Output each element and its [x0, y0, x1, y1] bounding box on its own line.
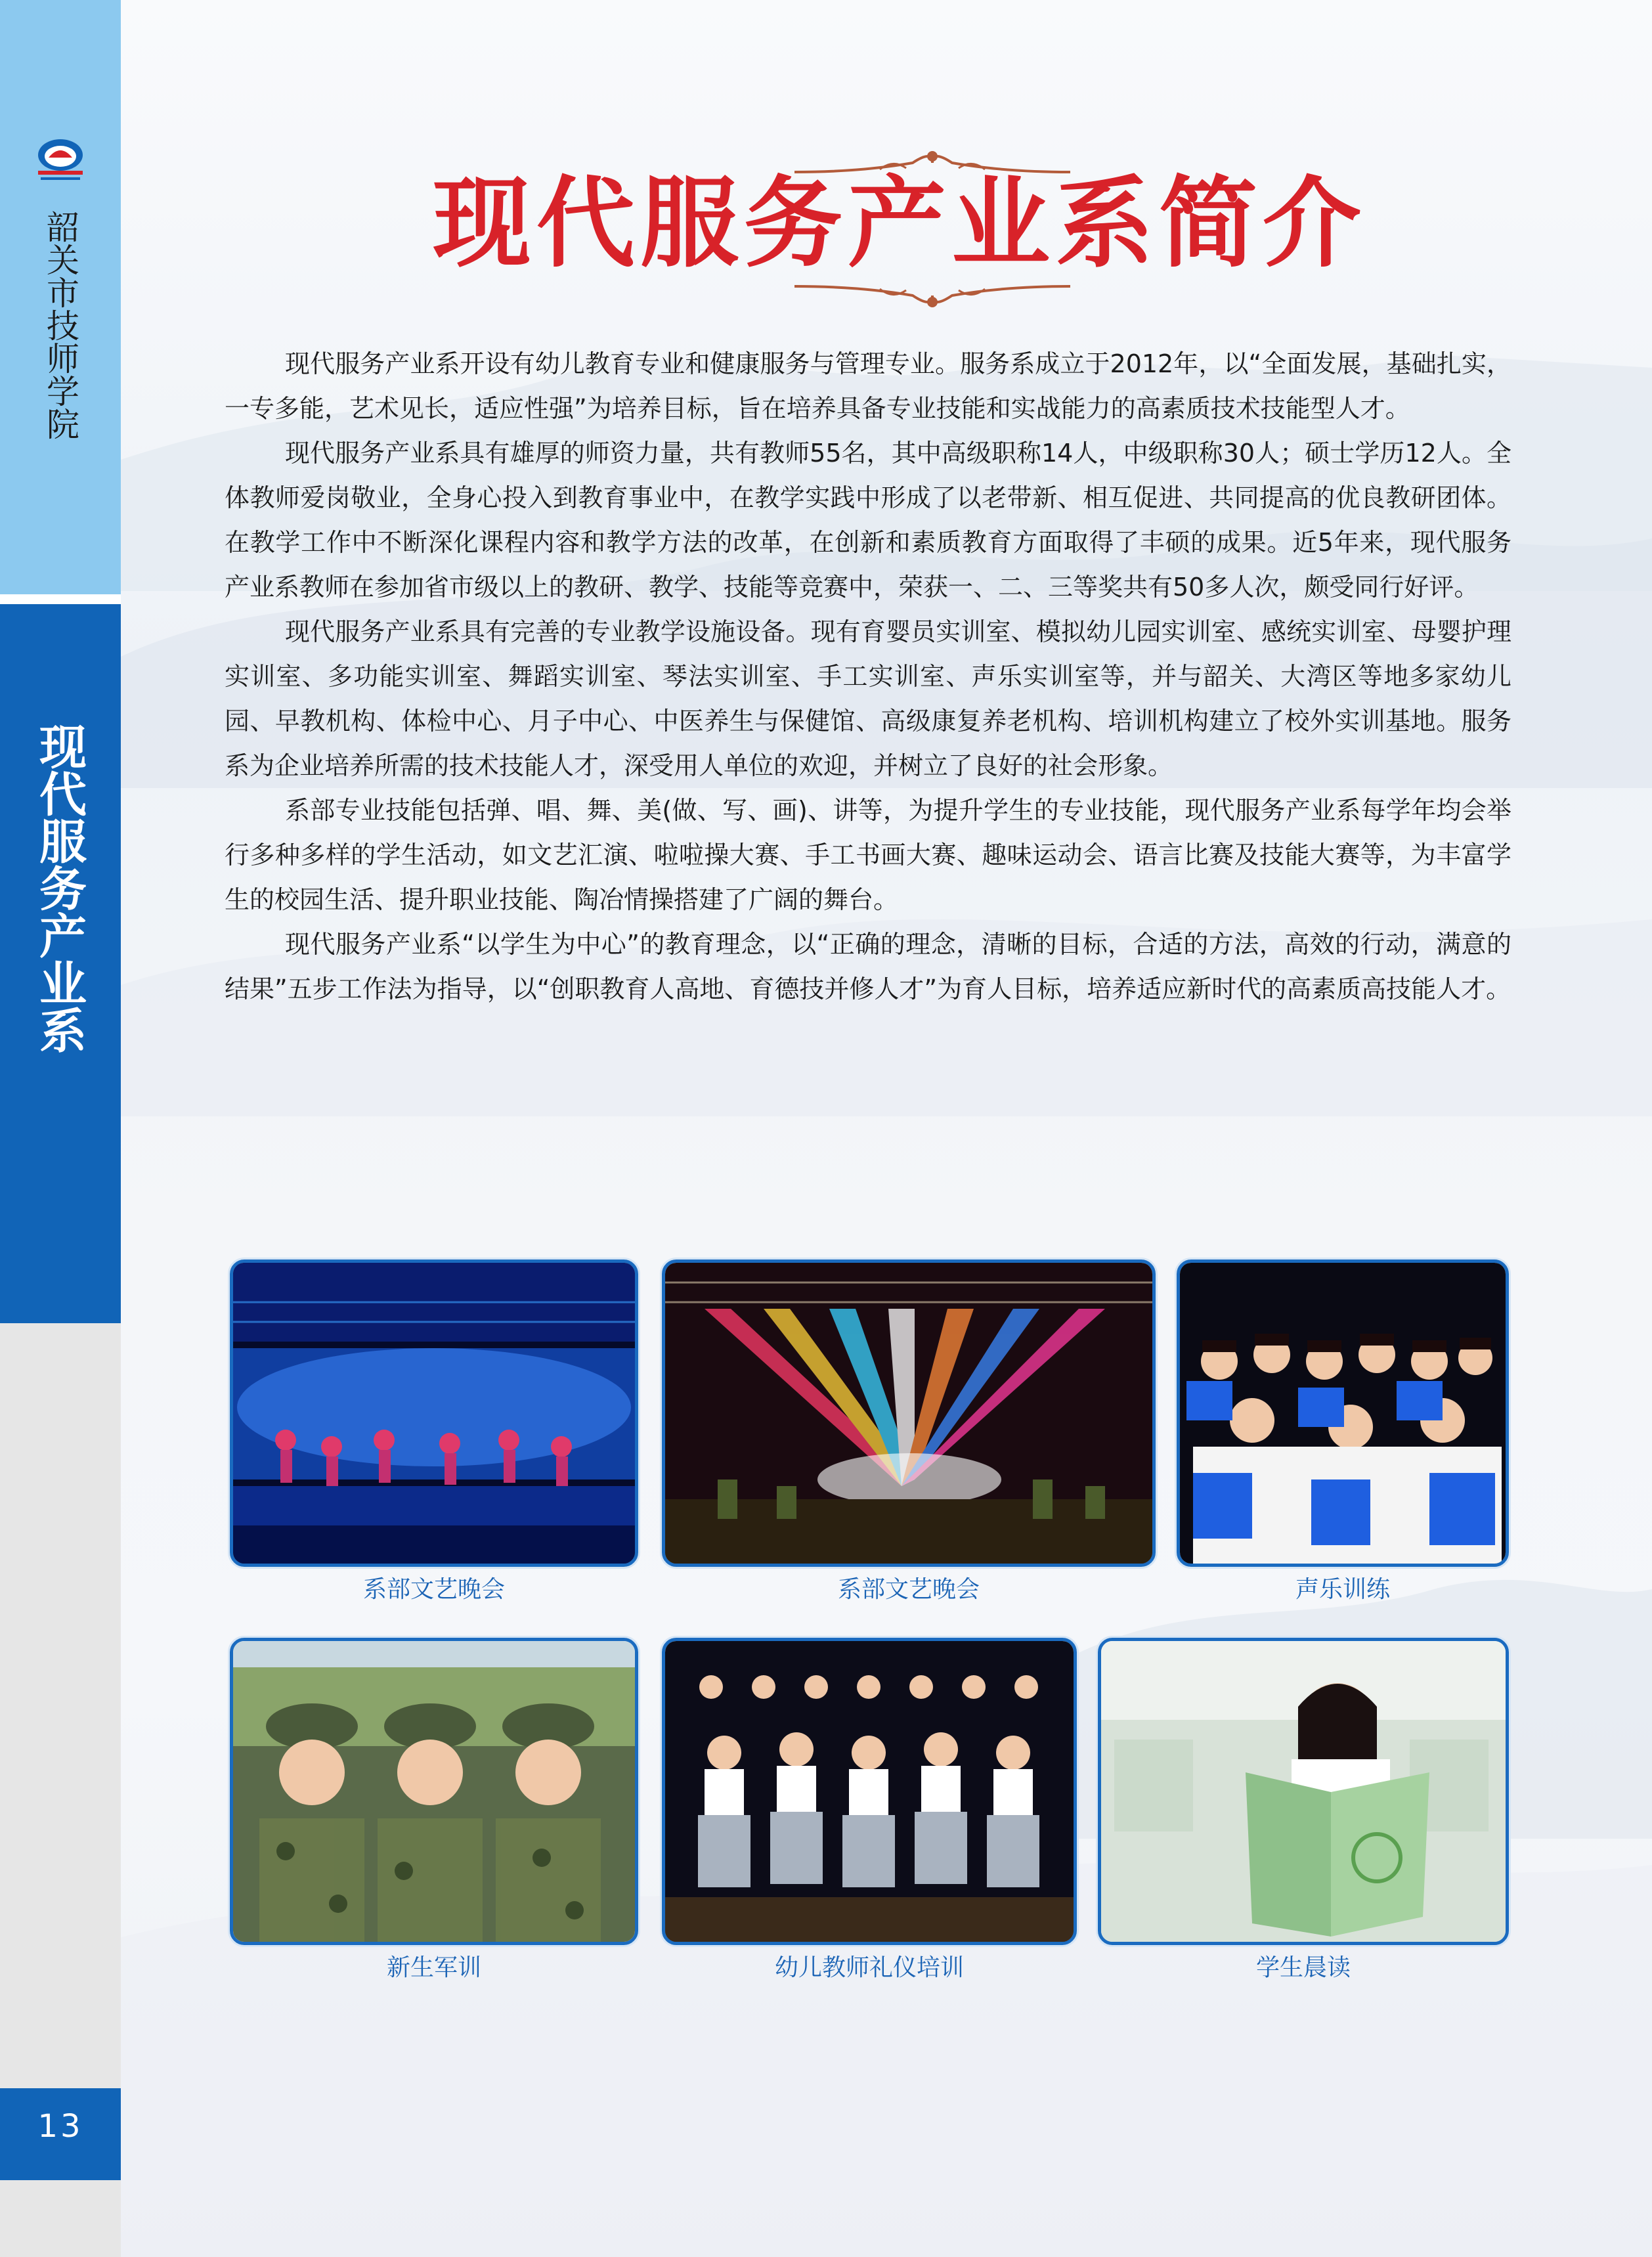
photo-caption: 幼儿教师礼仪培训 — [774, 1954, 964, 1981]
paragraph: 现代服务产业系“以学生为中心”的教育理念，以“正确的理念，清晰的目标，合适的方法，高效的行动，满意的结果”五步工作法为指导，以“创职教育人高地、育德技并修人才”为育人目标，培养适应新时代的高素质高技能人才。 — [225, 930, 1511, 1003]
photo-caption: 新生军训 — [386, 1954, 481, 1981]
paragraph: 现代服务产业系具有雄厚的师资力量，共有教师55名，其中高级职称14人，中级职称30人；硕士学历12人。全体教师爱岗敬业，全身心投入到教育事业中，在教学实践中形成了以老带新、相互促进、共同提高的优良教研团体。在教学工作中不断深化课程内容和教学方法的改革，在创新和素质教育方面取得了丰硕的成果。近5年来，现代服务产业系教师在参加省市级以上的教研、教学、技能等竞赛中，荣获一、二、三等奖共有50多人次，颇受同行好评。 — [225, 439, 1511, 602]
photo-caption: 系部文艺晚会 — [362, 1576, 505, 1603]
photo-morning-reading — [1098, 1638, 1509, 1945]
photo-stage-dance — [230, 1260, 638, 1567]
article-body — [225, 341, 1511, 1011]
photo-choir — [1177, 1260, 1509, 1567]
paragraph: 现代服务产业系具有完善的专业教学设施设备。现有育婴员实训室、模拟幼儿园实训室、感统实训室、母婴护理实训室、多功能实训室、舞蹈实训室、琴法实训室、手工实训室、声乐实训室等，并与韶关、大湾区等地多家幼儿园、早教机构、体检中心、月子中心、中医养生与保健馆、高级康复养老机构、培训机构建立了校外实训基地。服务系为企业培养所需的技术技能人才，深受用人单位的欢迎，并树立了良好的社会形象。 — [225, 617, 1511, 780]
school-name: 韶关市技师学院 — [41, 210, 79, 440]
department-name: 现代服务产业系 — [32, 722, 87, 1053]
page-number: 13 — [37, 2108, 83, 2145]
photo-caption: 声乐训练 — [1295, 1576, 1390, 1603]
title-bottom-ornament — [781, 276, 1083, 315]
photo-stage-lights — [662, 1260, 1156, 1567]
page-title: 现代服务产业系简介 — [432, 165, 1366, 281]
photo-caption: 系部文艺晚会 — [837, 1576, 980, 1603]
school-logo-icon — [34, 131, 87, 184]
photo-caption: 学生晨读 — [1255, 1954, 1351, 1981]
paragraph: 现代服务产业系开设有幼儿教育专业和健康服务与管理专业。服务系成立于2012年，以“全面发展，基础扎实，一专多能，艺术见长，适应性强”为培养目标，旨在培养具备专业技能和实战能力的高素质技术技能型人才。 — [225, 349, 1511, 423]
photo-etiquette-training — [662, 1638, 1077, 1945]
photo-military-training — [230, 1638, 638, 1945]
paragraph: 系部专业技能包括弹、唱、舞、美(做、写、画)、讲等，为提升学生的专业技能，现代服务产业系每学年均会举行多种多样的学生活动，如文艺汇演、啦啦操大赛、手工书画大赛、趣味运动会、语言比赛及技能大赛等，为丰富学生的校园生活、提升职业技能、陶冶情操搭建了广阔的舞台。 — [225, 796, 1511, 914]
sidebar-separator — [0, 594, 121, 604]
